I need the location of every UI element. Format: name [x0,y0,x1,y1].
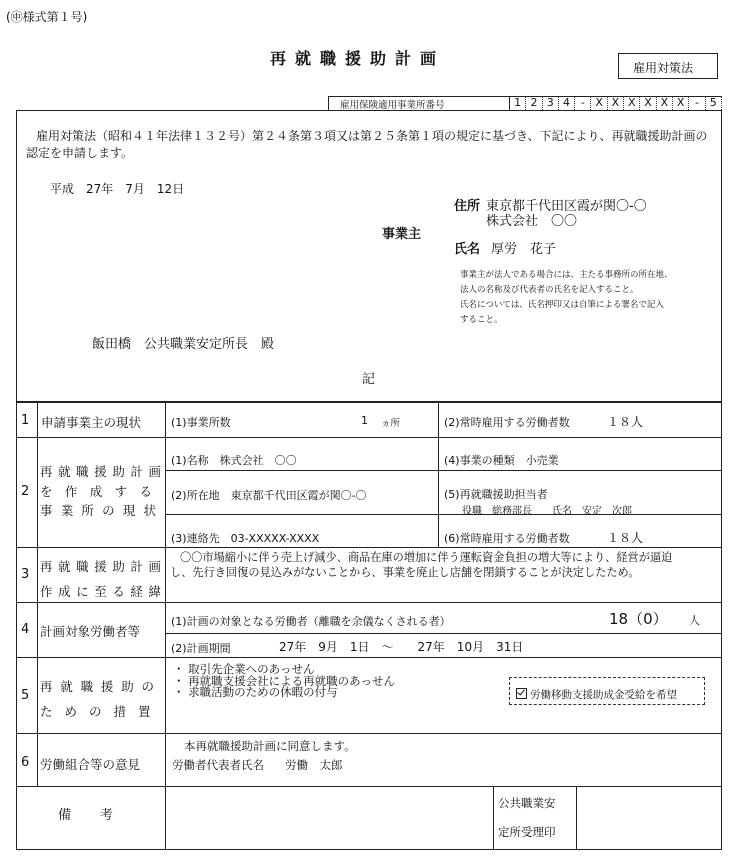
s2-business: (4)事業の種類 小売業 [444,454,559,467]
offices-label: (1)事業所数 [171,416,231,429]
target-value: 18（0） [609,610,668,628]
office-number-label: 雇用保険適用事業所番号 [340,100,445,111]
s3-text: 〇〇市場縮小に伴う売上げ減少、商品在庫の増加に伴う運転資金負担の増大等により、経営が逼迫 し、先行き回復の見込みがないことから、事業を廃止し店舗を閉鎖することが決定したため。 [170,551,673,579]
office-number-digit: 4 [559,96,575,110]
list-item: ・ 取引先企業へのあっせん [173,662,315,676]
employer-name: 厚労 花子 [491,242,557,257]
period-value: 27年 9月 1日 ～ 27年 10月 31日 [279,640,524,654]
s2-manager-detail: 役職 総務部長 氏名 安定 次郎 [462,506,632,517]
target-unit: 人 [689,614,700,627]
section-5-label-line2: ための措置 [40,704,163,719]
office-number-digit: - [689,96,705,110]
target-label: (1)計画の対象となる労働者（離職を余儀なくされる者） [171,615,451,628]
office-number-digit: - [575,96,591,110]
union-opinion: 本再就職援助計画に同意します。 [184,739,356,753]
checkbox-checked-icon[interactable] [516,688,527,699]
name-label: 氏名 [454,242,481,257]
page-title: 再就職援助計画 [270,49,446,68]
section-2-label-line1: 再就職援助計画 [40,464,161,479]
section-2-number: 2 [21,484,30,499]
application-statement: 雇用対策法（昭和４１年法律１３２号）第２４条第３項又は第２５条第１項の規定に基づき、下記により、再就職援助計画の認定を申請します。 [26,129,708,160]
s1-workers-value: １８人 [607,415,644,429]
section-1-number: 1 [21,413,30,428]
s2-workers-label: (6)常時雇用する労働者数 [444,532,570,545]
address-label: 住所 [454,199,481,214]
subsidy-checkbox-label: 労働移動支援助成金受給を希望 [530,689,677,701]
offices-unit: ヵ所 [381,418,401,429]
s2-location: (2)所在地 東京都千代田区霞が関〇-〇 [171,489,367,502]
section-4-label: 計画対象労働者等 [40,624,141,639]
offices-value: 1 [361,414,368,427]
employer-label: 事業主 [382,227,422,242]
section-5-number: 5 [21,688,30,703]
period-label: (2)計画期間 [171,642,231,655]
office-number-digit: 1 [510,96,526,110]
section-3-label-line2: 作成に至る経緯 [40,584,161,599]
s2-workers-value: １８人 [607,531,644,545]
section-4-number: 4 [21,622,30,637]
application-date: 平成 27年 7月 12日 [50,182,185,196]
rep-label: 労働者代表者氏名 [172,758,264,772]
employer-note: 事業主が法人である場合には、主たる事務所の所在地、 法人の名称及び代表者の氏名を記入すること。 氏名については、氏名押印又は自筆による署名で記入 すること。 [460,270,673,325]
section-2-label-line3: 事業所の現状 [40,503,161,518]
addressee: 飯田橋 公共職業安定所長 殿 [92,337,275,352]
office-number-digit: X [673,96,689,110]
rep-name: 労働 太郎 [285,758,343,772]
ki-heading: 記 [362,372,376,387]
s2-contact: (3)連絡先 03-XXXXX-XXXX [171,532,320,545]
section-6-label: 労働組合等の意見 [40,757,141,772]
remarks-label: 備 考 [58,808,122,823]
employer-company: 株式会社 〇〇 [486,214,578,229]
subsidy-checkbox-row[interactable] [516,687,677,702]
office-number-digit: X [608,96,624,110]
list-item: ・ 再就職支援会社による再就職のあっせん [173,673,396,688]
section-3-number: 3 [21,567,30,582]
office-number-digit: X [592,96,608,110]
office-number-digit: 2 [526,96,542,110]
office-number-digit: X [624,96,640,110]
office-number-digit: X [640,96,656,110]
section-6-number: 6 [21,755,30,770]
employer-address: 東京都千代田区霞が関〇-〇 [486,199,647,214]
s2-manager-label: (5)再就職援助担当者 [444,488,548,501]
form-number: (㊥様式第１号) [6,10,88,24]
receipt-label-line2: 定所受理印 [498,825,556,839]
section-3-label-line1: 再就職援助計画 [40,559,161,574]
measures-list [173,664,395,699]
law-badge: 雇用対策法 [618,53,718,79]
receipt-label-line1: 公共職業安 [498,796,556,810]
office-number-digit: 5 [706,96,722,110]
office-number-digit: 3 [543,96,559,110]
section-5-label-line1: 再就職援助の [40,679,161,694]
section-2-label-line2: を作成する [40,484,161,499]
list-item: ・ 求職活動のための休暇の付与 [173,685,338,699]
section-1-label: 申請事業主の現状 [41,415,142,430]
s2-name: (1)名称 株式会社 〇〇 [171,454,297,467]
s1-workers-label: (2)常時雇用する労働者数 [444,416,570,429]
office-number-digit: X [657,96,673,110]
